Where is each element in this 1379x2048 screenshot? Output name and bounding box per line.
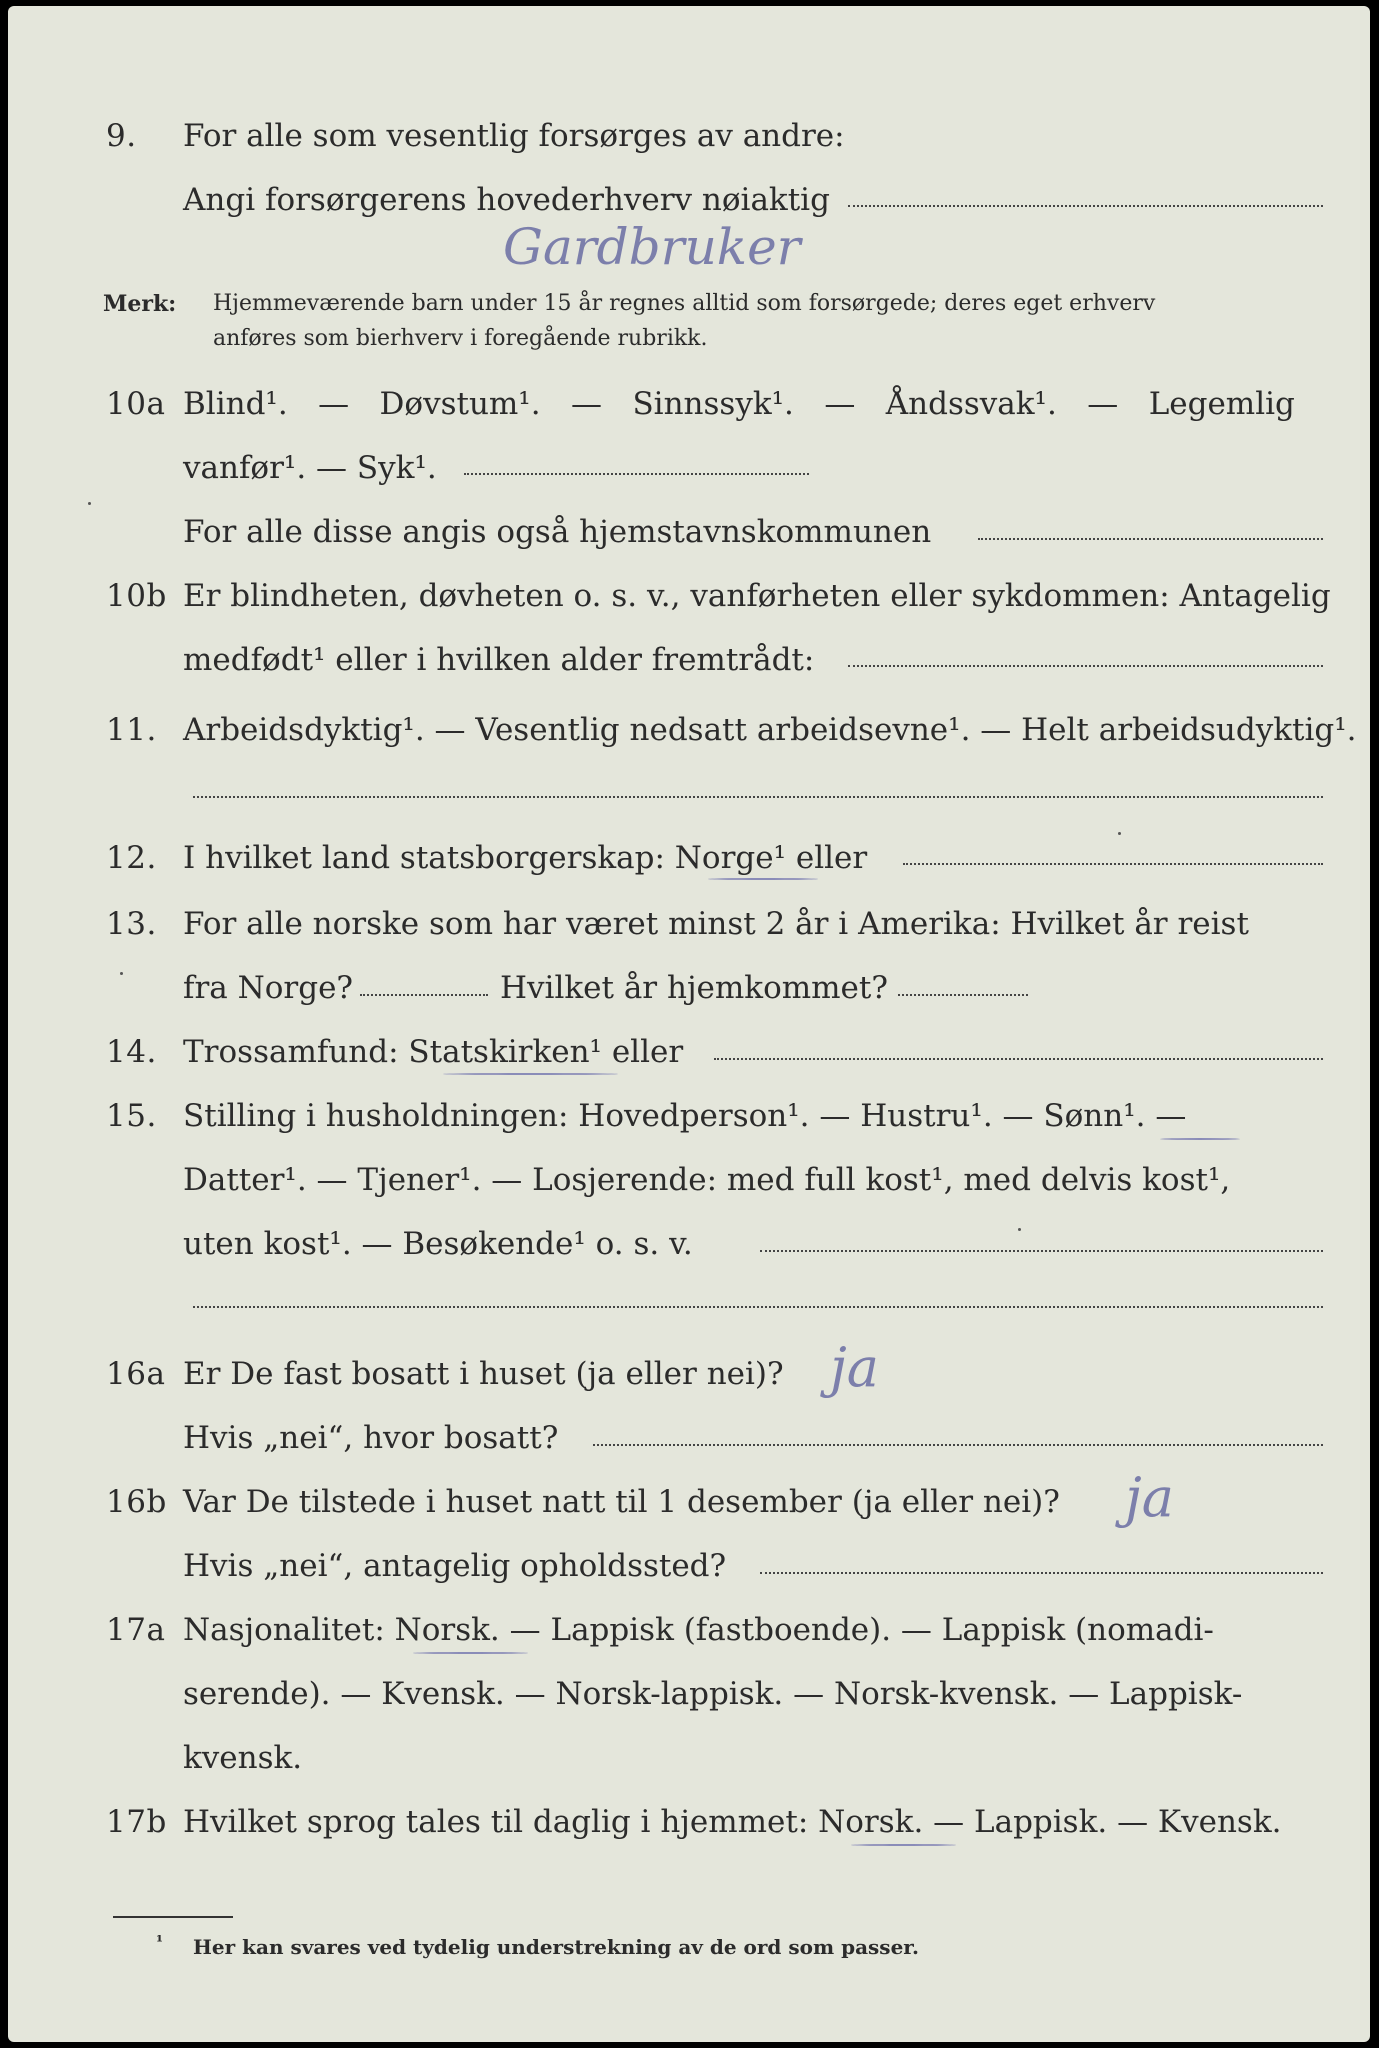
q10a-word: Legemlig [1148, 386, 1295, 422]
q13-number: 13. [106, 906, 157, 942]
merk-line1: Hjemmeværende barn under 15 år regnes alltid som forsørgede; deres eget erhverv [213, 291, 1156, 316]
paper-speck [120, 972, 123, 975]
q17b-norsk-underline [851, 1844, 956, 1846]
q10a-line3-text: For alle disse angis også hjemstavnskommunen [183, 514, 932, 550]
q16a-fill-line [593, 1444, 1323, 1446]
q10a-word: Blind¹. [183, 386, 288, 422]
q16b-line2 [8, 1538, 1370, 1598]
q12-number: 12. [106, 840, 157, 876]
q16b-handwritten-answer: ja [1125, 1466, 1174, 1529]
q16a-line1 [8, 1346, 1370, 1406]
q16b-number: 16b [106, 1484, 167, 1520]
q13-line2 [8, 960, 1370, 1020]
q14-statskirken-underline [443, 1073, 618, 1075]
footnote-rule [113, 1916, 233, 1918]
q14-text: Trossamfund: Statskirken¹ eller [183, 1034, 684, 1070]
q10b-number: 10b [106, 578, 167, 614]
footnote-mark: ¹ [156, 1932, 164, 1951]
q10a-word: Døvstum¹. [379, 386, 541, 422]
q17a-line3 [8, 1730, 1370, 1790]
q9-handwritten-answer: Gardbruker [503, 218, 801, 276]
q10a-word: Åndssvak¹. [885, 386, 1057, 422]
q10a-word: — [571, 386, 603, 422]
q17b-line1 [8, 1794, 1370, 1854]
q11-number: 11. [106, 712, 157, 748]
q13-reist-fill [360, 994, 488, 996]
paper-speck [1018, 1228, 1021, 1231]
q9-text: For alle som vesentlig forsørges av andre: [183, 118, 845, 154]
q10a-line2-text: vanfør¹. — Syk¹. [183, 450, 437, 486]
q16b-text: Var De tilstede i huset natt til 1 desember (ja eller nei)? [183, 1484, 1060, 1520]
q16a-handwritten-answer: ja [830, 1336, 879, 1399]
q11-line1 [8, 702, 1370, 762]
q14-number: 14. [106, 1034, 157, 1070]
q12-text: I hvilket land statsborgerskap: Norge¹ eller [183, 840, 868, 876]
q17a-norsk-underline [413, 1652, 528, 1654]
q16a-line2 [8, 1410, 1370, 1470]
q12-fill-line [903, 863, 1323, 865]
paper-speck [88, 502, 91, 505]
q10b-line2 [8, 632, 1370, 692]
q17a-number: 17a [106, 1612, 166, 1648]
q13-line1 [8, 896, 1370, 956]
q12-line1 [8, 830, 1370, 890]
q10a-fill-line [464, 473, 809, 475]
q17a-text: Nasjonalitet: Norsk. — Lappisk (fastboende). — Lappisk (nomadi- [183, 1612, 1214, 1648]
q14-line1 [8, 1024, 1370, 1084]
q10b-text: Er blindheten, døvheten o. s. v., vanførheten eller sykdommen: Antagelig [183, 578, 1331, 614]
q9-fill-line [848, 205, 1323, 207]
footnote-text: Her kan svares ved tydelig understrekning av de ord som passer. [193, 1935, 919, 1959]
q10a-word: — [1087, 386, 1119, 422]
q10a-line3-fill [978, 538, 1323, 540]
merk-label: Merk: [103, 291, 177, 317]
q12-norge-underline [708, 878, 818, 880]
q13-reist-text: fra Norge? [183, 970, 354, 1006]
q10a-options [183, 386, 1295, 422]
q17b-number: 17b [106, 1804, 167, 1840]
q17b-text: Hvilket sprog tales til daglig i hjemmet: Norsk. — Lappisk. — Kvensk. [183, 1804, 1282, 1840]
q11-fill-line [193, 796, 1323, 798]
q17a-line1 [8, 1602, 1370, 1662]
q10a-number: 10a [106, 386, 166, 422]
q16a-text: Er De fast bosatt i huset (ja eller nei)? [183, 1356, 784, 1392]
q10b-line2-text: medfødt¹ eller i hvilken alder fremtrådt: [183, 642, 815, 678]
q14-fill-line [714, 1058, 1323, 1060]
q9-number: 9. [106, 118, 137, 154]
q17a-line3-text: kvensk. [183, 1740, 303, 1776]
q10a-line2 [8, 440, 1370, 500]
q10a-word: — [318, 386, 350, 422]
q15-line2 [8, 1152, 1370, 1212]
q15-fill-line [760, 1250, 1323, 1252]
q16a-number: 16a [106, 1356, 166, 1392]
q10b-fill-line [848, 665, 1323, 667]
merk-line2: anføres som bierhverv i foregående rubrikk. [213, 326, 708, 351]
q15-text: Stilling i husholdningen: Hovedperson¹. — Hustru¹. — Sønn¹. — [183, 1098, 1187, 1134]
q15-extra-fill-line [193, 1306, 1323, 1308]
q13-hjemkommet-text: Hvilket år hjemkommet? [500, 970, 888, 1006]
q16b-line2-text: Hvis „nei“, antagelig opholdssted? [183, 1548, 727, 1584]
q10b-line1 [8, 568, 1370, 628]
q13-text: For alle norske som har været minst 2 år i Amerika: Hvilket år reist [183, 906, 1249, 942]
q10a-line1 [8, 376, 1370, 436]
q17a-line2-text: serende). — Kvensk. — Norsk-lappisk. — Norsk-kvensk. — Lappisk- [183, 1676, 1243, 1712]
q15-line3 [8, 1216, 1370, 1276]
q16b-fill-line [760, 1572, 1323, 1574]
q15-number: 15. [106, 1098, 157, 1134]
q11-text: Arbeidsdyktig¹. — Vesentlig nedsatt arbeidsevne¹. — Helt arbeidsudyktig¹. [183, 712, 1357, 748]
q10a-word: — [824, 386, 856, 422]
q15-line3-text: uten kost¹. — Besøkende¹ o. s. v. [183, 1226, 693, 1262]
q16a-line2-text: Hvis „nei“, hvor bosatt? [183, 1420, 559, 1456]
q9-line1 [8, 108, 1370, 168]
q15-line2-text: Datter¹. — Tjener¹. — Losjerende: med full kost¹, med delvis kost¹, [183, 1162, 1231, 1198]
q15-sonn-underline [1160, 1138, 1240, 1140]
q13-hjemkommet-fill [898, 994, 1028, 996]
q10a-word: Sinnssyk¹. [632, 386, 794, 422]
q9-prompt: Angi forsørgerens hovederhverv nøiaktig [183, 182, 830, 218]
q17a-line2 [8, 1666, 1370, 1726]
paper-speck [1118, 832, 1121, 835]
census-form-page [8, 6, 1370, 2042]
q10a-line3 [8, 504, 1370, 564]
